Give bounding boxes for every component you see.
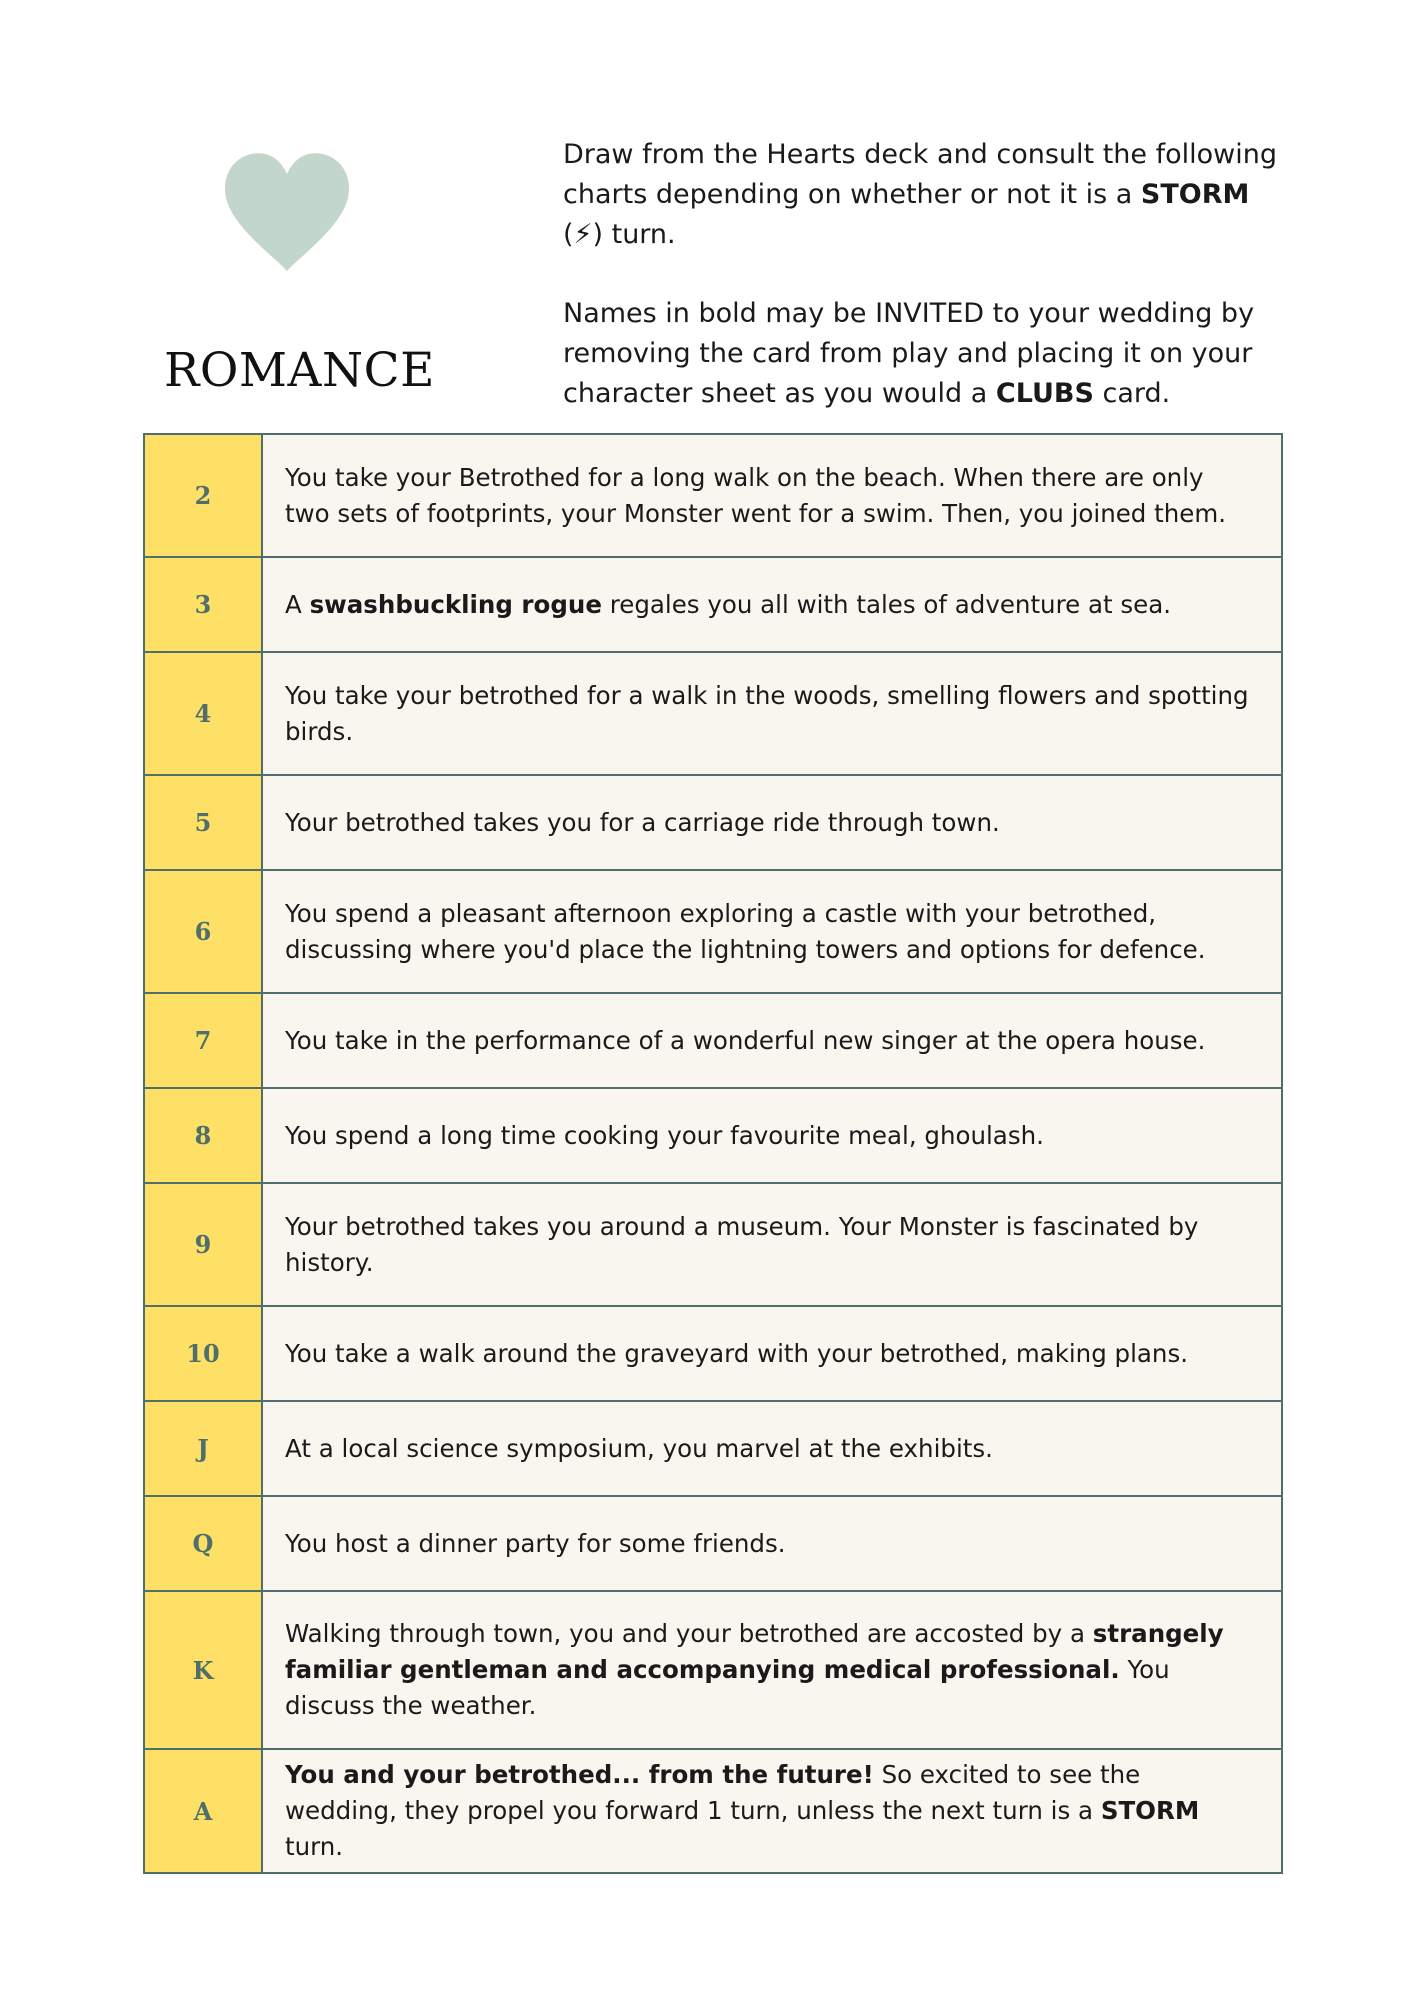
card-value: Q bbox=[144, 1496, 262, 1591]
table-row bbox=[144, 775, 1282, 870]
intro-paragraph-1: Draw from the Hearts deck and consult the following charts depending on whether or not it is a STORM (⚡) turn. bbox=[563, 139, 1277, 250]
card-description: You take a walk around the graveyard with your betrothed, making plans. bbox=[262, 1306, 1282, 1401]
table-row bbox=[144, 1591, 1282, 1749]
card-value: A bbox=[144, 1749, 262, 1873]
table-row bbox=[144, 1749, 1282, 1873]
card-description: You take your Betrothed for a long walk on the beach. When there are only two sets of footprints, your Monster went for a swim. Then, you joined them. bbox=[262, 434, 1282, 557]
card-value: 5 bbox=[144, 775, 262, 870]
card-description: A swashbuckling rogue regales you all with tales of adventure at sea. bbox=[262, 557, 1282, 652]
card-description: You take in the performance of a wonderful new singer at the opera house. bbox=[262, 993, 1282, 1088]
page-title: ROMANCE bbox=[164, 343, 435, 398]
card-value: K bbox=[144, 1591, 262, 1749]
heart-icon bbox=[222, 148, 352, 278]
card-description: You and your betrothed... from the future! So excited to see the wedding, they propel you forward 1 turn, unless the next turn is a STORM turn. bbox=[262, 1749, 1282, 1873]
intro-paragraph-2: Names in bold may be INVITED to your wedding by removing the card from play and placing it on your character sheet as you would a CLUBS card. bbox=[563, 298, 1255, 409]
table-row bbox=[144, 557, 1282, 652]
romance-chart bbox=[143, 433, 1283, 1874]
table-row bbox=[144, 434, 1282, 557]
table-row bbox=[144, 1088, 1282, 1183]
card-value: 8 bbox=[144, 1088, 262, 1183]
card-description: Walking through town, you and your betrothed are accosted by a strangely familiar gentleman and accompanying medical professional. You discuss the weather. bbox=[262, 1591, 1282, 1749]
card-description: Your betrothed takes you for a carriage ride through town. bbox=[262, 775, 1282, 870]
card-description: You spend a pleasant afternoon exploring a castle with your betrothed, discussing where you'd place the lightning towers and options for defence. bbox=[262, 870, 1282, 993]
card-description: You host a dinner party for some friends. bbox=[262, 1496, 1282, 1591]
table-row bbox=[144, 1496, 1282, 1591]
card-value: 9 bbox=[144, 1183, 262, 1306]
table-row bbox=[144, 1401, 1282, 1496]
card-value: 6 bbox=[144, 870, 262, 993]
card-value: 10 bbox=[144, 1306, 262, 1401]
table-row bbox=[144, 993, 1282, 1088]
table-row bbox=[144, 1306, 1282, 1401]
card-value: 4 bbox=[144, 652, 262, 775]
card-description: Your betrothed takes you around a museum. Your Monster is fascinated by history. bbox=[262, 1183, 1282, 1306]
card-description: At a local science symposium, you marvel at the exhibits. bbox=[262, 1401, 1282, 1496]
card-value: J bbox=[144, 1401, 262, 1496]
card-description: You spend a long time cooking your favourite meal, ghoulash. bbox=[262, 1088, 1282, 1183]
intro-text bbox=[563, 135, 1283, 414]
table-row bbox=[144, 1183, 1282, 1306]
card-value: 3 bbox=[144, 557, 262, 652]
table-row bbox=[144, 870, 1282, 993]
card-value: 2 bbox=[144, 434, 262, 557]
table-row bbox=[144, 652, 1282, 775]
card-value: 7 bbox=[144, 993, 262, 1088]
card-description: You take your betrothed for a walk in the woods, smelling flowers and spotting birds. bbox=[262, 652, 1282, 775]
